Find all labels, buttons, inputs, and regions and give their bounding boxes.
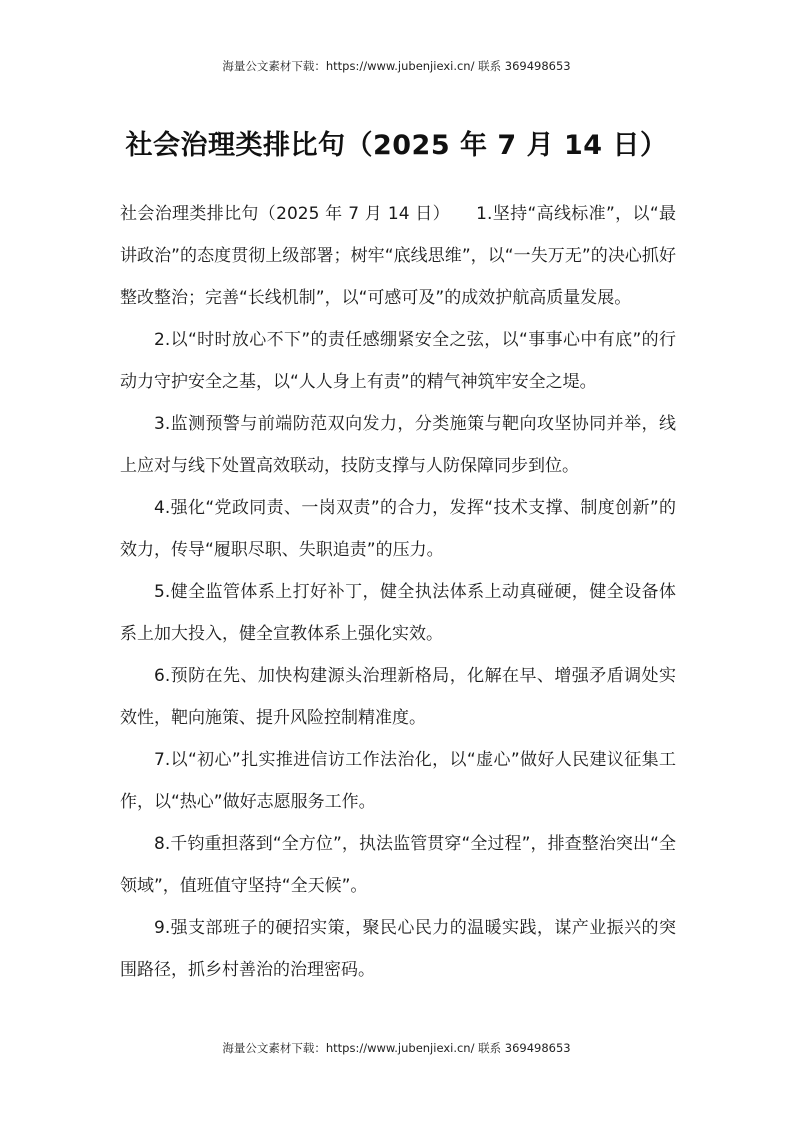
document-body xyxy=(120,193,676,991)
paragraph-5: 5.健全监管体系上打好补丁，健全执法体系上动真碰硬，健全设备体系上加大投入，健全宣教体系上强化实效。 xyxy=(120,582,676,644)
paragraph-4: 4.强化“党政同责、一岗双责”的合力，发挥“技术支撑、制度创新”的效力，传导“履职尽职、失职追责”的压力。 xyxy=(120,498,676,560)
paragraph-7: 7.以“初心”扎实推进信访工作法治化，以“虚心”做好人民建议征集工作，以“热心”做好志愿服务工作。 xyxy=(120,750,676,812)
paragraph-6: 6.预防在先、加快构建源头治理新格局，化解在早、增强矛盾调处实效性，靶向施策、提升风险控制精准度。 xyxy=(120,666,676,728)
page-title: 社会治理类排比句（2025 年 7 月 14 日） xyxy=(125,130,668,161)
paragraph-9: 9.强支部班子的硬招实策，聚民心民力的温暖实践，谋产业振兴的突围路径，抓乡村善治的治理密码。 xyxy=(120,918,676,980)
page-header: 海量公文素材下载：https://www.jubenjiexi.cn/ 联系 369498653 xyxy=(222,59,571,73)
paragraph-3: 3.监测预警与前端防范双向发力，分类施策与靶向攻坚协同并举，线上应对与线下处置高效联动，技防支撑与人防保障同步到位。 xyxy=(120,414,676,476)
page-footer: 海量公文素材下载：https://www.jubenjiexi.cn/ 联系 369498653 xyxy=(222,1041,571,1055)
paragraph-8: 8.千钧重担落到“全方位”，执法监管贯穿“全过程”，排查整治突出“全领域”，值班值守坚持“全天候”。 xyxy=(120,834,676,896)
paragraph-2: 2.以“时时放心不下”的责任感绷紧安全之弦，以“事事心中有底”的行动力守护安全之基，以“人人身上有责”的精气神筑牢安全之堤。 xyxy=(120,330,676,392)
paragraph-1: 社会治理类排比句（2025 年 7 月 14 日） 1.坚持“高线标准”，以“最讲政治”的态度贯彻上级部署；树牢“底线思维”，以“一失万无”的决心抓好整改整治；完善“长线机制”，以“可感可及”的成效护航高质量发展。 xyxy=(120,204,676,308)
